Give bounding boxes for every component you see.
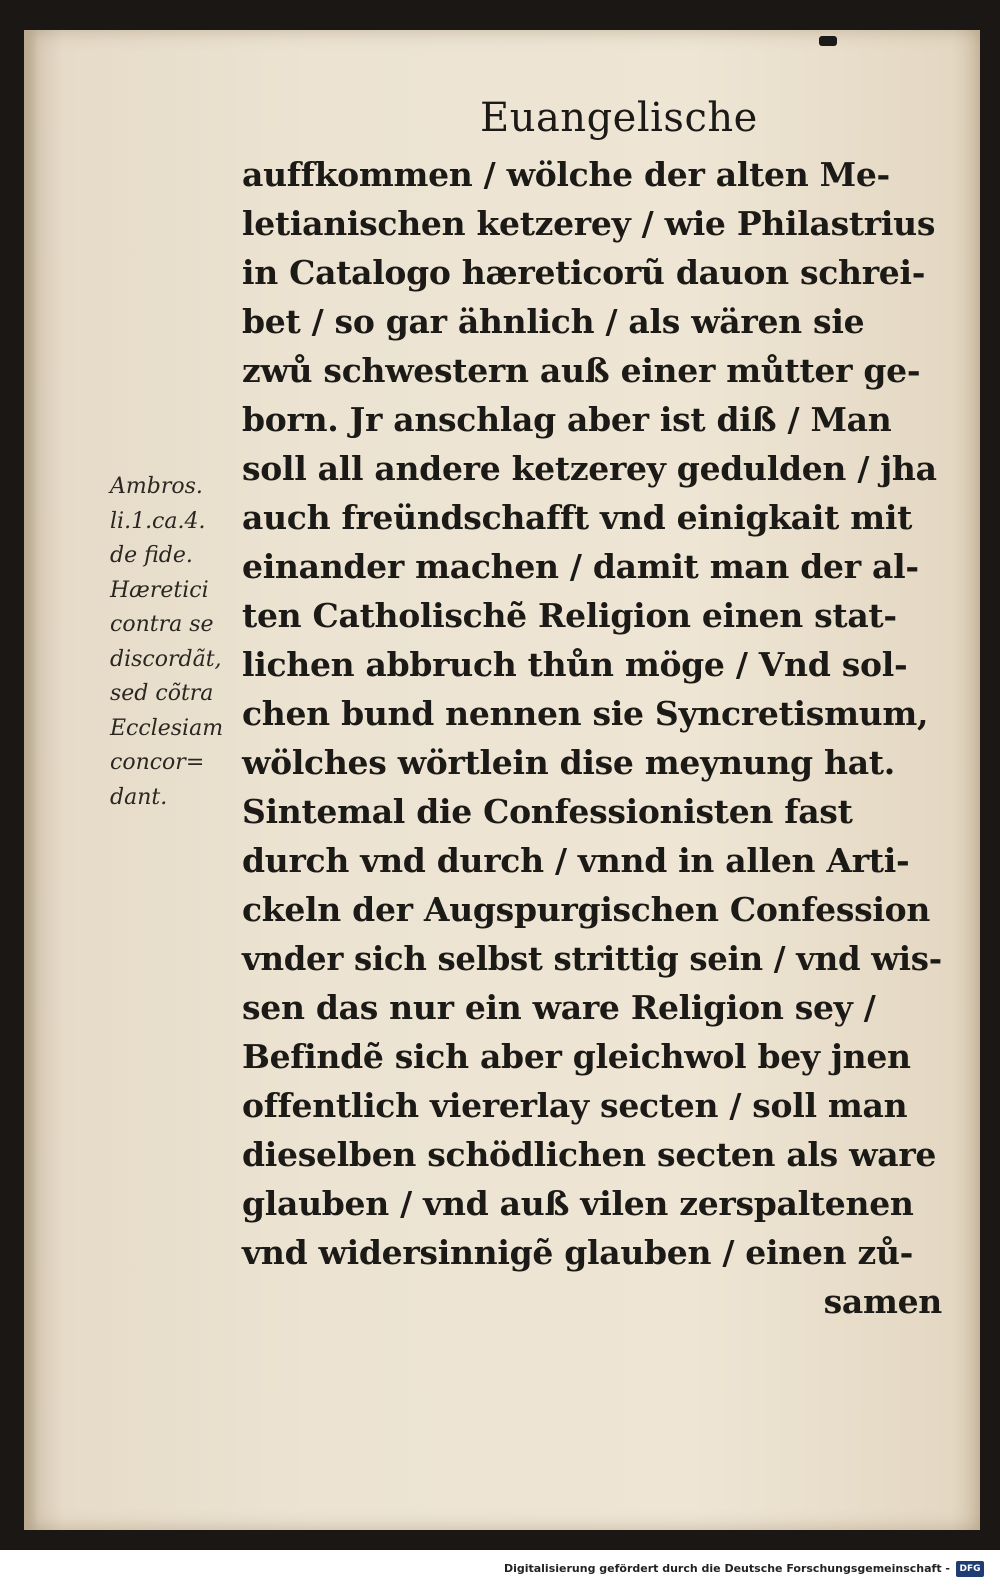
text-line: letianischen ketzerey / wie Philastrius bbox=[242, 204, 936, 243]
marginal-line: li.1.ca.4. bbox=[110, 508, 206, 534]
marginal-line: contra se bbox=[110, 612, 214, 637]
text-line: zwů schwestern auß einer můtter ge‑ bbox=[242, 351, 921, 390]
text-line: born. Jr anschlag aber ist diß / Man bbox=[242, 400, 892, 439]
marginal-line: Hæretici bbox=[110, 577, 209, 603]
text-line: sen das nur ein ware Religion sey / bbox=[242, 988, 876, 1027]
text-line: offentlich viererlay secten / soll man bbox=[242, 1086, 908, 1125]
marginal-line: concor= bbox=[110, 750, 205, 775]
text-line: dieselben schödlichen secten als ware bbox=[242, 1135, 937, 1174]
text-line: Befindẽ sich aber gleichwol bey jnen bbox=[242, 1037, 911, 1076]
body-text bbox=[242, 150, 942, 1326]
text-line: ckeln der Augspurgischen Confession bbox=[242, 890, 931, 929]
text-line: in Catalogo hæreticorũ dauon schrei‑ bbox=[242, 253, 926, 292]
marginal-line: dant. bbox=[110, 784, 168, 810]
text-line: vnder sich selbst strittig sein / vnd wis‑ bbox=[242, 939, 942, 978]
text-line: lichen abbruch thůn möge / Vnd sol‑ bbox=[242, 645, 908, 684]
marginal-line: sed cõtra bbox=[110, 681, 214, 706]
text-line: Sintemal die Confessionisten fast bbox=[242, 792, 853, 831]
marginal-line: discordãt, bbox=[110, 646, 222, 672]
text-line: vnd widersinnigẽ glauben / einen zů‑ bbox=[242, 1233, 914, 1272]
text-line: soll all andere ketzerey gedulden / jha bbox=[242, 449, 937, 488]
text-line: bet / so gar ähnlich / als wären sie bbox=[242, 302, 865, 341]
marginal-line: Ambros. bbox=[110, 474, 203, 499]
text-line: durch vnd durch / vnnd in allen Arti‑ bbox=[242, 841, 910, 880]
catchword: samen bbox=[823, 1282, 942, 1321]
marginal-note bbox=[110, 470, 250, 815]
text-line: einander machen / damit man der al‑ bbox=[242, 547, 919, 586]
text-line: ten Catholischẽ Religion einen stat‑ bbox=[242, 596, 897, 635]
page-gutter-shadow bbox=[24, 30, 38, 1530]
dfg-logo: DFG bbox=[956, 1561, 984, 1577]
ink-blot bbox=[819, 36, 837, 46]
text-line: auffkommen / wölche der alten Me‑ bbox=[242, 155, 890, 194]
text-line: chen bund nennen sie Syncretismum, bbox=[242, 694, 929, 733]
marginal-line: Ecclesiam bbox=[110, 715, 224, 741]
footer-credit: Digitalisierung gefördert durch die Deutsche Forschungsgemeinschaft - bbox=[503, 1562, 950, 1575]
running-head: Euangelische bbox=[480, 95, 758, 141]
text-line: glauben / vnd auß vilen zerspaltenen bbox=[242, 1184, 914, 1223]
marginal-line: de fide. bbox=[110, 543, 193, 568]
text-line: wölches wörtlein dise meynung hat. bbox=[242, 743, 895, 782]
text-line: auch freündschafft vnd einigkait mit bbox=[242, 498, 913, 537]
